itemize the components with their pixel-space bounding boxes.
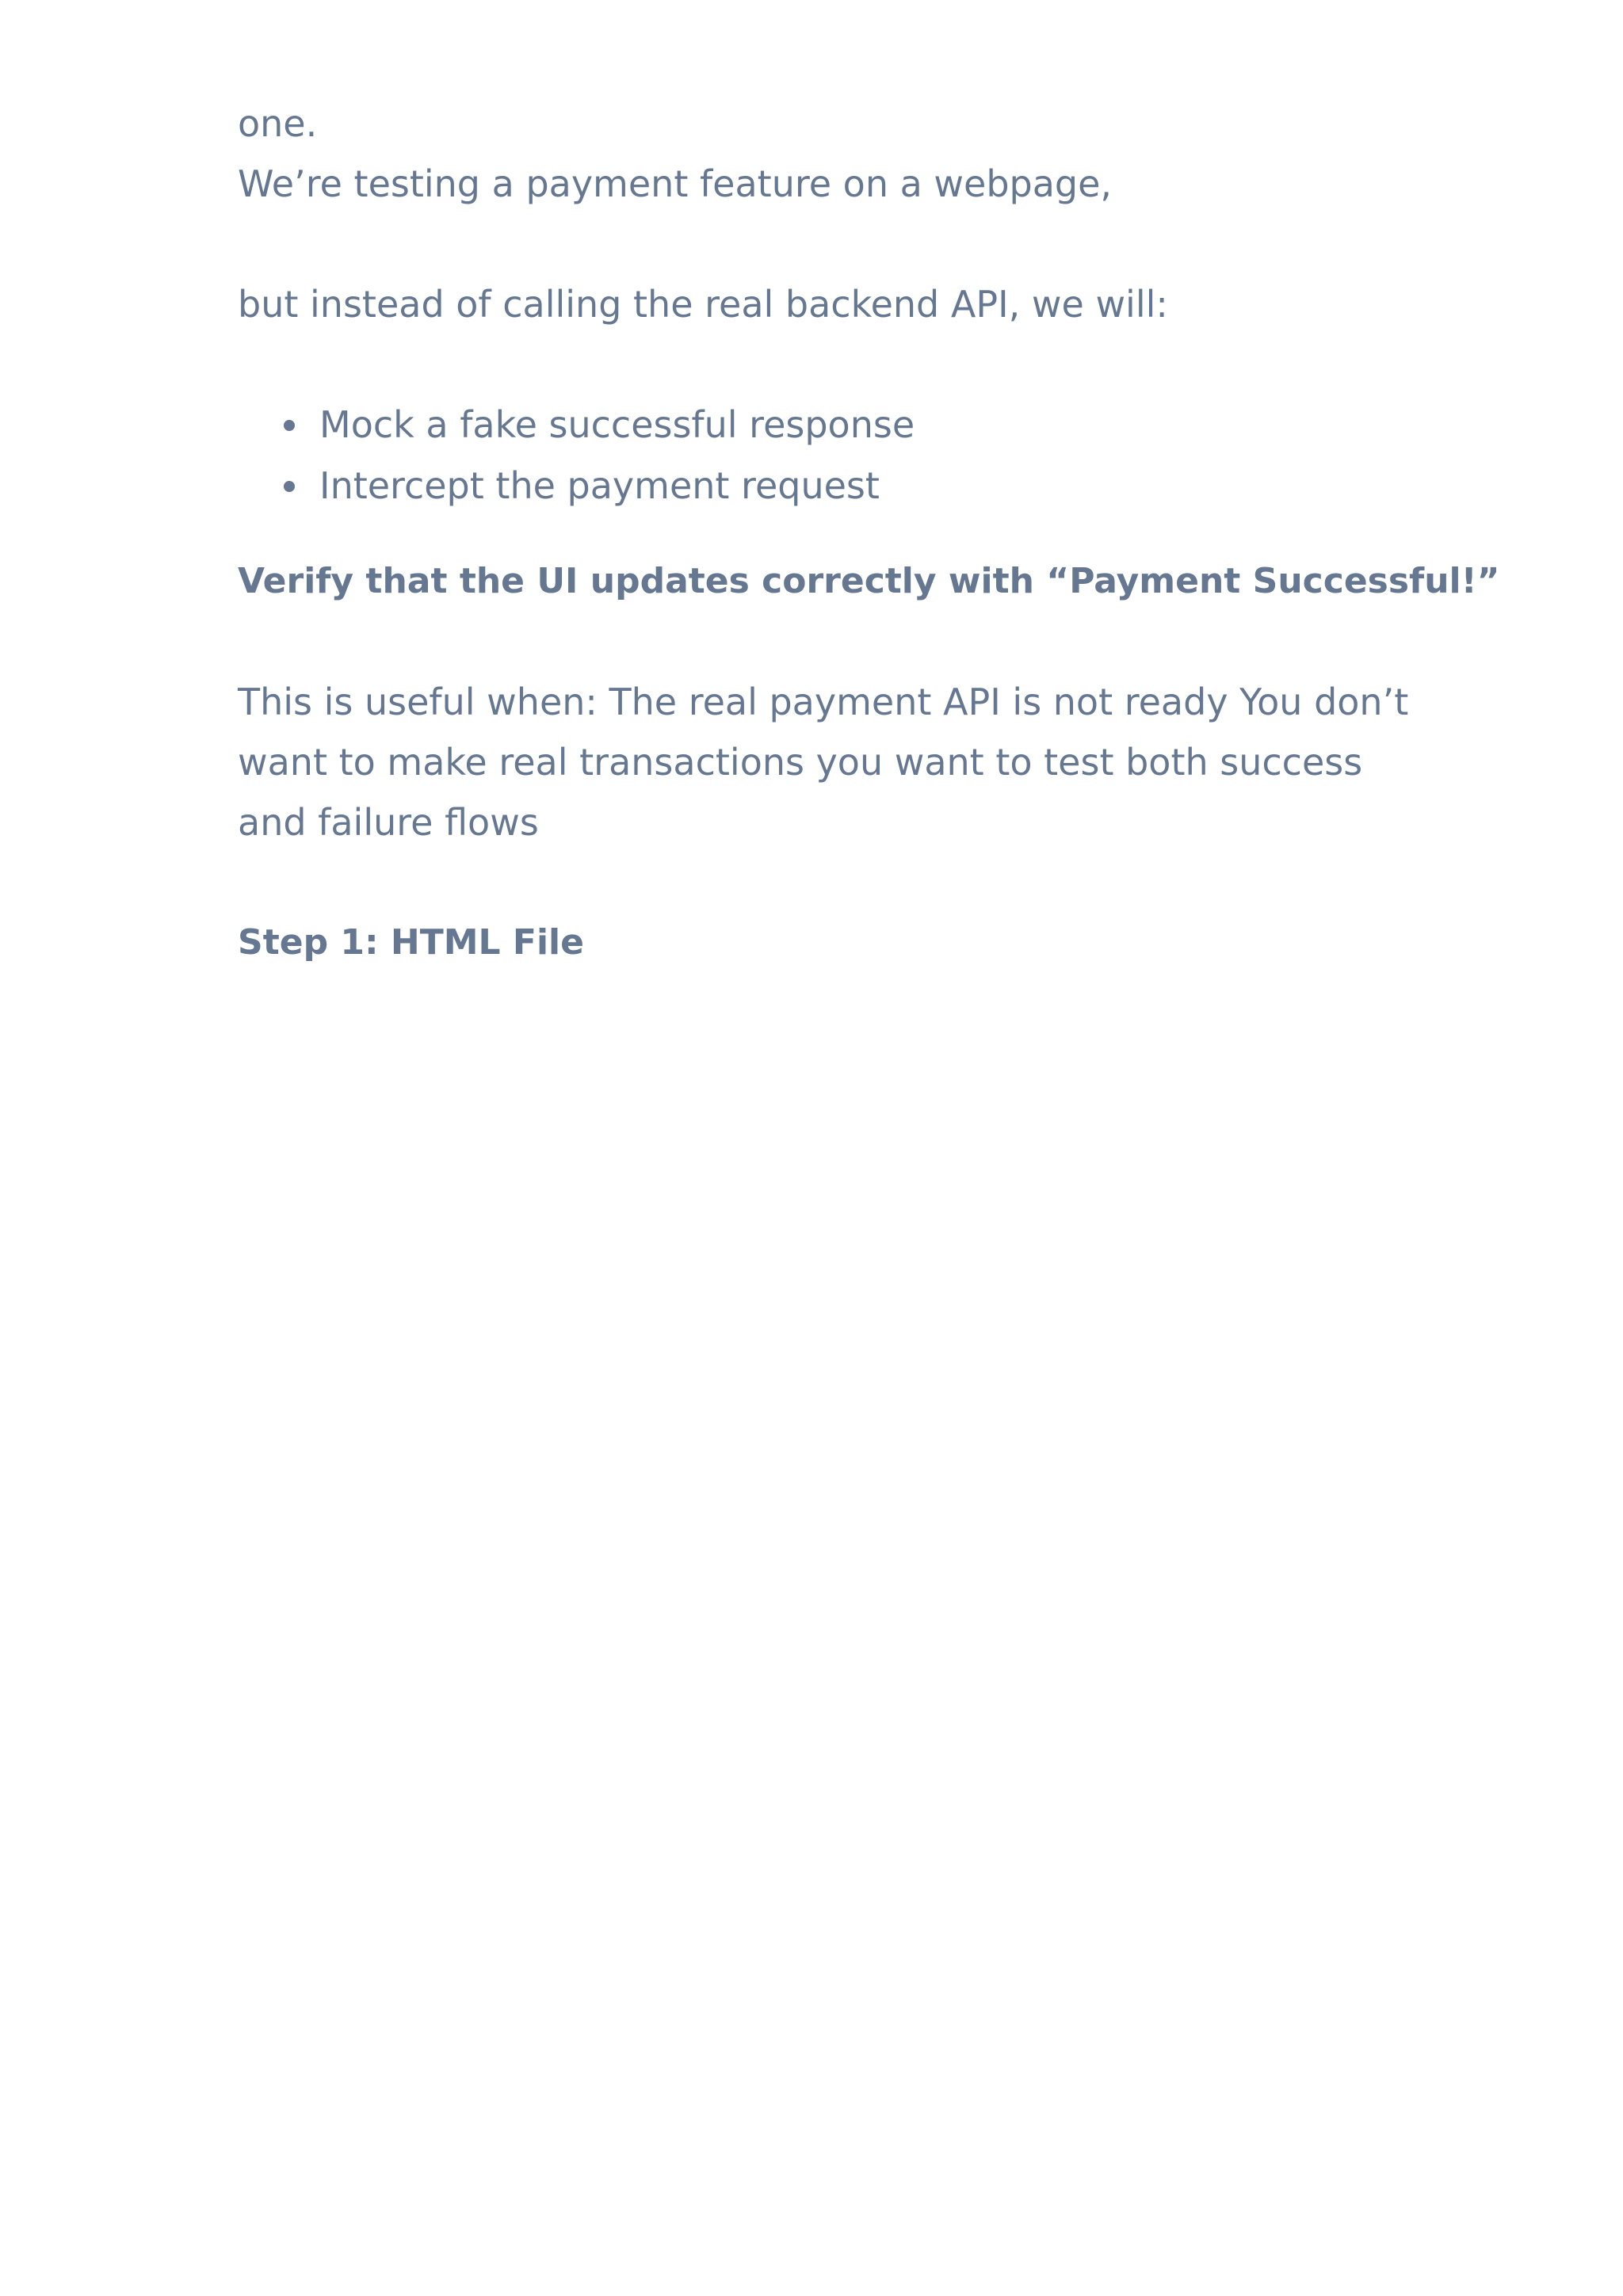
- text-line-intro: We’re testing a payment feature on a webpage,: [238, 162, 1113, 205]
- verify-heading: Verify that the UI updates correctly with “Payment Successful!”: [238, 561, 1500, 601]
- list-item: [238, 456, 1474, 517]
- steps-bullet-list: [238, 395, 1474, 517]
- article-body: [238, 93, 1500, 973]
- list-item-text: Mock a fake successful response: [319, 403, 915, 446]
- list-item-text: Intercept the payment request: [319, 464, 880, 507]
- bullet-dot-icon: [284, 481, 295, 492]
- list-item: [238, 395, 1474, 456]
- text-line-continuation: one.: [238, 102, 318, 145]
- useful-paragraph: This is useful when: The real payment API is not ready You don’t want to make real transactions you want to test both success and failure flows: [238, 681, 1409, 844]
- bullet-dot-icon: [284, 420, 295, 431]
- step-heading: Step 1: HTML File: [238, 922, 584, 963]
- text-line-instead: but instead of calling the real backend API, we will:: [238, 283, 1168, 326]
